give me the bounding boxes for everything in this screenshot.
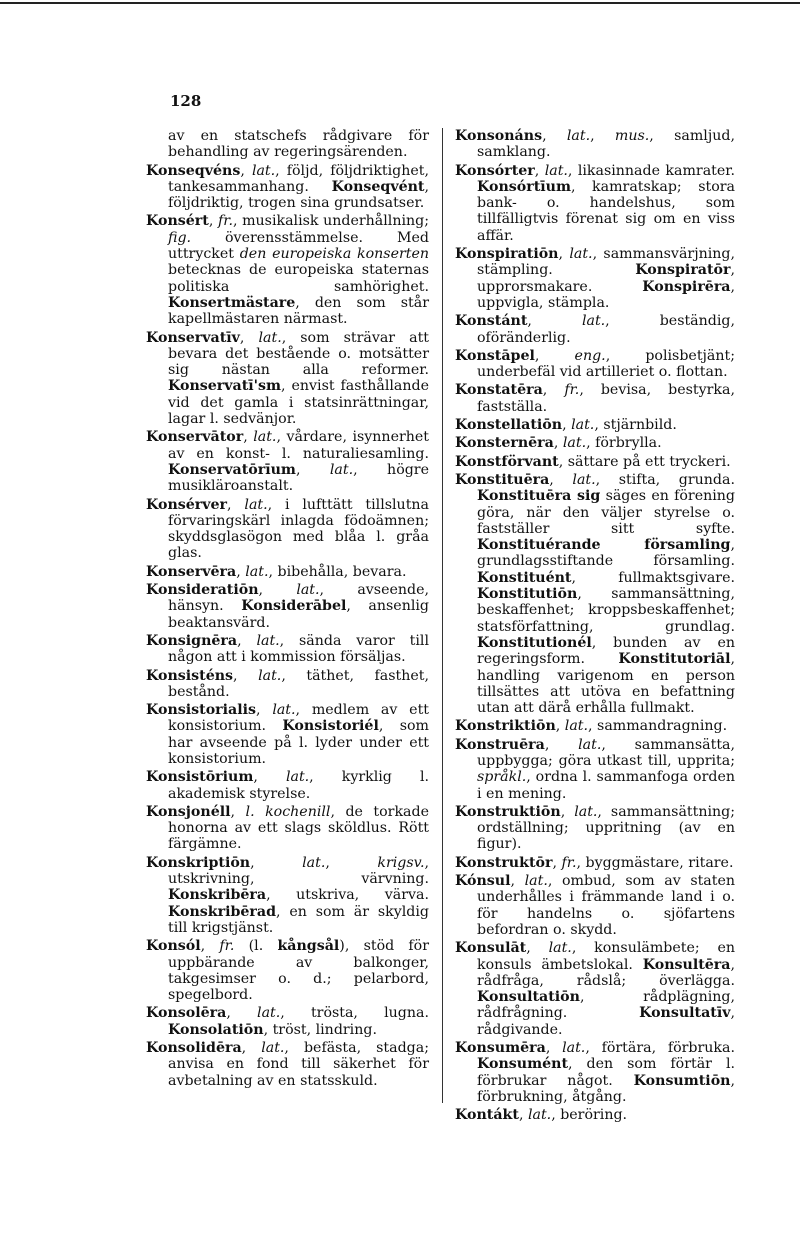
definition-text: , den som förtär l. förbrukar något. <box>477 1056 735 1089</box>
dictionary-entry <box>146 668 429 701</box>
label-italic: lat. <box>569 246 593 263</box>
definition-text: , <box>325 854 378 871</box>
dictionary-entry <box>146 330 429 428</box>
definition-text: , <box>236 563 246 580</box>
dictionary-entry <box>455 163 735 244</box>
definition-text: , likasinnade kamrater. <box>567 162 735 179</box>
dictionary-entry <box>146 1040 429 1089</box>
definition-text: , förtära, förbruka. <box>585 1040 735 1057</box>
definition-text: , <box>545 1040 563 1057</box>
definition-text: , den som står kapellmästaren närmast. <box>168 294 429 328</box>
headword: Konstförvant <box>455 453 559 470</box>
headword: Konstruēra <box>455 736 545 753</box>
definition-text: , sammansvärjning, stämpling. <box>477 246 735 279</box>
label-italic: lat. <box>257 1005 281 1022</box>
headword: Konsolēra <box>146 1005 227 1022</box>
headword: Konsórter <box>455 162 535 179</box>
label-italic: fr. <box>217 213 233 230</box>
column-divider <box>442 128 443 1103</box>
definition-text: , uppvigla, stämpla. <box>477 278 735 311</box>
headword: Konservatī'sm <box>168 378 282 395</box>
definition-text: betecknas de europeiska staternas politiska samhörighet. <box>168 262 429 295</box>
definition-text: , <box>542 128 567 144</box>
definition-text: säges en förening göra, när den väljer styrelse o. fastställer sitt syfte. <box>477 488 735 537</box>
headword: Konsól <box>146 938 201 955</box>
dictionary-entry <box>455 718 735 734</box>
definition-text: , samljud, samklang. <box>477 128 735 161</box>
left-column <box>146 128 429 1091</box>
headword: Konsumént <box>477 1056 569 1073</box>
headword: Konsiderābel <box>241 598 347 615</box>
dictionary-entry <box>455 737 735 802</box>
headword: Konstitutoriāl <box>618 651 731 668</box>
definition-text: , ordna l. sammanfoga orden i en mening. <box>477 769 735 802</box>
label-italic: lat. <box>566 128 591 144</box>
definition-text: , <box>241 1040 262 1057</box>
definition-text: , <box>510 873 525 890</box>
dictionary-entry <box>146 582 429 631</box>
dictionary-entry <box>455 1107 735 1123</box>
definition-text: , <box>552 854 562 871</box>
headword: Konsertmästare <box>168 294 296 311</box>
definition-text: , följd, följdriktighet, tankesammanhang. <box>168 162 429 195</box>
definition-text: , <box>243 429 254 446</box>
dictionary-entry <box>455 128 735 161</box>
headword: Konsultatiōn <box>477 989 580 1006</box>
dictionary-entry <box>146 769 429 802</box>
definition-text: , bibehålla, bevara. <box>268 563 407 580</box>
headword: Konsonáns <box>455 128 543 144</box>
definition-text: , <box>560 803 575 820</box>
definition-text: , stjärnbild. <box>594 417 677 434</box>
definition-text: , <box>237 632 257 649</box>
definition-text: , ombud, som av staten underhålles i främmande land i o. för handelns o. sjöfartens befordran o. skydd. <box>477 873 735 938</box>
definition-text: , <box>258 582 297 599</box>
definition-text: av en statschefs rådgivare för behandling av regeringsärenden. <box>168 128 429 161</box>
label-italic: lat. <box>578 736 602 753</box>
definition-text: , tröst, lindring. <box>263 1021 377 1038</box>
definition-text: , <box>253 769 286 786</box>
headword: Konsultatīv <box>639 1005 731 1022</box>
definition-text: , rådfråga, rådslå; överlägga. <box>477 956 735 989</box>
dictionary-entry <box>455 382 735 415</box>
dictionary-entry <box>455 348 735 381</box>
dictionary-entry <box>146 855 429 936</box>
label-italic: lat. <box>261 1040 285 1057</box>
entry-continuation <box>146 128 429 161</box>
definition-text: , <box>526 940 549 957</box>
definition-text: , <box>226 1005 258 1022</box>
headword: Konspiratiōn <box>455 246 559 263</box>
definition-text: , <box>553 435 563 452</box>
definition-text: , de torkade honorna av ett slags sköldlus. Rött färgämne. <box>168 803 429 853</box>
label-italic: lat. <box>253 429 277 446</box>
label-italic: lat. <box>581 313 606 330</box>
definition-text: , <box>208 213 218 230</box>
definition-text: , ansenlig beaktansvärd. <box>168 598 429 631</box>
label-italic: lat. <box>562 435 587 452</box>
definition-text: , stifta, grunda. <box>595 471 735 488</box>
definition-text: , fullmaktsgivare. <box>571 569 735 586</box>
headword: Konstánt <box>455 313 528 330</box>
headword: Konsistorialis <box>146 702 257 719</box>
headword: Konsistōrium <box>146 769 254 786</box>
definition-text: överensstämmelse. Med uttrycket <box>168 229 429 263</box>
label-italic: mus. <box>614 128 650 144</box>
headword: Konsolidēra <box>146 1040 242 1057</box>
headword: Konsérver <box>146 496 228 513</box>
definition-text: , konsulämbete; en konsuls ämbetslokal. <box>477 940 735 973</box>
definition-text: , upprorsmakare. <box>477 262 735 295</box>
headword: Konskriptiōn <box>146 854 251 871</box>
definition-text: (l. <box>234 938 278 955</box>
right-column <box>455 128 735 1126</box>
dictionary-entry <box>455 313 735 346</box>
definition-text: , <box>558 246 570 263</box>
dictionary-entry <box>455 246 735 311</box>
label-italic: lat. <box>256 632 280 649</box>
dictionary-entry <box>146 497 429 562</box>
headword: Konseqvént <box>331 178 425 195</box>
label-italic: lat. <box>564 718 589 735</box>
definition-text: , rådgivande. <box>477 1005 735 1038</box>
headword: Konspiratōr <box>635 262 731 279</box>
headword: Konsolatiōn <box>168 1021 264 1038</box>
definition-text: , vårdare, isynnerhet av en konst- l. naturaliesamling. <box>168 429 429 462</box>
dictionary-entry <box>455 855 735 871</box>
dictionary-entry <box>146 213 429 327</box>
label-italic: lat. <box>296 582 320 599</box>
definition-text: , <box>233 667 259 684</box>
headword: Konsulāt <box>455 940 527 957</box>
dictionary-entry <box>146 564 429 580</box>
headword: Konservatīv <box>146 329 240 346</box>
label-italic: lat. <box>285 769 310 786</box>
headword: Konsignēra <box>146 632 238 649</box>
headword: Konstitutionél <box>477 634 592 651</box>
headword: Konsjonéll <box>146 803 231 820</box>
headword: Konstituēra sig <box>477 488 601 505</box>
definition-text: , i lufttätt tillslutna förvaringskärl inlagda födoämnen; skyddsglasögon med blåa l. gråa glas. <box>168 496 429 562</box>
page-number: 128 <box>170 92 202 110</box>
definition-text: , <box>250 854 303 871</box>
label-italic: lat. <box>544 162 568 179</box>
definition-text: , sammansättning, beskaffenhet; kroppsbeskaffenhet; statsförfattning, grundlag. <box>477 586 735 635</box>
definition-text: , medlem av ett konsistorium. <box>168 702 429 735</box>
headword: Kónsul <box>455 873 511 890</box>
definition-text: , <box>590 128 615 144</box>
headword: Konsórtīum <box>477 178 571 195</box>
label-italic: fig. <box>168 229 192 246</box>
headword: Kontákt <box>455 1107 519 1124</box>
headword: Konstituēra <box>455 471 550 488</box>
definition-text: , bevisa, bestyrka, fastställa. <box>477 382 735 415</box>
definition-text: , <box>256 702 273 719</box>
definition-text: ), stöd för uppbärande av balkonger, takgesimser o. d.; pelarbord, spegelbord. <box>168 938 430 1004</box>
definition-text: , befästa, stadga; anvisa en fond till säkerhet för avbetalning av en statsskuld. <box>168 1040 429 1089</box>
dictionary-entry <box>146 163 429 212</box>
label-italic: språkl. <box>477 769 527 786</box>
headword: Konsternēra <box>455 435 554 452</box>
label-italic: fr. <box>219 938 235 955</box>
definition-text: , som har avseende på l. lyder under ett konsistorium. <box>168 718 429 767</box>
headword: Konsistoriél <box>282 718 379 735</box>
label-italic: lat. <box>527 1107 552 1124</box>
label-italic: lat. <box>574 803 598 820</box>
headword: Konservātor <box>146 429 244 446</box>
definition-text: , bunden av en regeringsform. <box>477 634 735 668</box>
definition-text: , <box>562 417 572 434</box>
label-italic: krigsv. <box>377 854 425 871</box>
headword: Konstruktōr <box>455 854 553 871</box>
dictionary-entry <box>455 472 735 716</box>
label-italic: lat. <box>272 702 296 719</box>
definition-text: , <box>534 162 545 179</box>
definition-text: , täthet, fasthet, bestånd. <box>168 667 429 700</box>
headword: Konservēra <box>146 563 237 580</box>
dictionary-entry <box>455 804 735 853</box>
headword: Konstituént <box>477 569 572 586</box>
definition-text: , kamratskap; stora bank- o. handelshus, som tillfälligtvis förenat sig om en viss affär. <box>477 178 735 244</box>
dictionary-entry <box>146 633 429 666</box>
headword: Konsumtiōn <box>633 1072 731 1089</box>
definition-text: , som strävar att bevara det bestående o. motsätter sig nästan alla reformer. <box>168 329 430 379</box>
definition-text: , handling varigenom en person tillsättes att utöva en befattning utan att därå erhålla fullmakt. <box>477 651 735 717</box>
label-italic: lat. <box>302 854 326 871</box>
label-italic: den europeiska konserten <box>239 246 429 263</box>
definition-text: , <box>239 329 259 346</box>
dictionary-entry <box>455 1040 735 1105</box>
label-italic: lat. <box>571 417 595 434</box>
label-italic: l. kochenill <box>245 803 331 820</box>
label-italic: fr. <box>564 382 580 399</box>
headword: Konstāpel <box>455 347 535 364</box>
definition-text: , utskrivning, värvning. <box>168 854 429 888</box>
definition-text: , sättare på ett tryckeri. <box>558 453 731 470</box>
headword: Konstitutiōn <box>477 586 578 603</box>
label-italic: fr. <box>561 854 577 871</box>
definition-text: , byggmästare, ritare. <box>576 854 734 871</box>
definition-text: , <box>534 347 575 364</box>
headword: Konskribēra <box>168 887 267 904</box>
headword: Konstellatiōn <box>455 417 563 434</box>
headword: Konsért <box>146 213 209 230</box>
top-rule <box>0 2 800 4</box>
dictionary-entry <box>455 873 735 938</box>
definition-text: , <box>544 736 579 753</box>
label-italic: lat. <box>329 461 354 478</box>
definition-text: , <box>295 461 330 478</box>
dictionary-entry <box>146 1005 429 1038</box>
definition-text: , <box>549 471 573 488</box>
definition-text: , kyrklig l. akademisk styrelse. <box>168 769 429 802</box>
dictionary-entry <box>455 435 735 451</box>
dictionary-entry <box>455 417 735 433</box>
definition-text: , envist fasthållande vid det gamla i statsinrättningar, lagar l. sedvänjor. <box>168 378 429 428</box>
label-italic: lat. <box>258 667 282 684</box>
dictionary-entry <box>455 454 735 470</box>
dictionary-entry <box>146 804 429 853</box>
headword: Konsideratiōn <box>146 582 259 599</box>
definition-text: , beröring. <box>551 1107 628 1124</box>
definition-text: , <box>200 938 220 955</box>
dictionary-entry <box>146 429 429 494</box>
definition-text: , förbrylla. <box>586 435 662 452</box>
definition-text: , <box>542 382 565 399</box>
definition-text: , högre musikläroanstalt. <box>168 461 429 495</box>
definition-text: , följdriktig, trogen sina grundsatser. <box>168 178 429 212</box>
definition-text: , sammandragning. <box>588 718 728 735</box>
definition-text: , beständig, oföränderlig. <box>477 313 735 346</box>
headword: Konservatōrīum <box>168 461 296 478</box>
dictionary-entry <box>455 940 735 1038</box>
headword: Konseqvéns <box>146 162 241 179</box>
headword: Konsumēra <box>455 1040 546 1057</box>
headword: Konsultēra <box>642 956 731 973</box>
dictionary-entry <box>146 938 429 1003</box>
definition-text: , grundlagsstiftande församling. <box>477 537 735 570</box>
headword: Konskribērad <box>168 903 277 920</box>
headword: Konstatēra <box>455 382 543 399</box>
definition-text: , polisbetjänt; underbefäl vid artilleriet o. flottan. <box>477 347 735 381</box>
definition-text: , <box>227 496 245 513</box>
label-italic: lat. <box>258 329 282 346</box>
definition-text: , sammansätta, uppbygga; göra utkast till, uppritа; <box>477 736 735 769</box>
definition-text: , <box>240 162 252 179</box>
definition-text: , <box>230 803 246 820</box>
definition-text: , <box>518 1107 528 1124</box>
label-italic: lat. <box>245 563 269 580</box>
definition-text: , rådplägning, rådfrågning. <box>477 989 735 1022</box>
definition-text: , en som är skyldig till krigstjänst. <box>168 903 429 936</box>
definition-text: , <box>527 313 582 330</box>
definition-text: , trösta, lugna. <box>280 1005 429 1022</box>
dictionary-entry <box>146 702 429 767</box>
definition-text: , förbrukning, åtgång. <box>477 1072 735 1105</box>
definition-text: , utskriva, värva. <box>266 887 429 904</box>
label-italic: lat. <box>244 496 268 513</box>
label-italic: eng. <box>574 347 606 364</box>
label-italic: lat. <box>524 873 548 890</box>
headword: kångsål <box>277 938 340 955</box>
definition-text: , <box>555 718 565 735</box>
headword: Konsisténs <box>146 667 234 684</box>
definition-text: , musikalisk underhållning; <box>232 213 429 230</box>
headword: Konstituérande församling <box>477 537 731 554</box>
label-italic: lat. <box>572 471 596 488</box>
definition-text: , avseende, hänsyn. <box>168 582 429 615</box>
definition-text: , sända varor till någon att i kommission försäljas. <box>168 632 429 666</box>
definition-text: , sammansättning; ordställning; uppritning (av en figur). <box>477 803 735 853</box>
label-italic: lat. <box>251 162 276 179</box>
headword: Konstruktiōn <box>455 803 561 820</box>
headword: Konstriktiōn <box>455 718 556 735</box>
label-italic: lat. <box>562 1040 586 1057</box>
label-italic: lat. <box>548 940 572 957</box>
headword: Konspirēra <box>642 278 731 295</box>
